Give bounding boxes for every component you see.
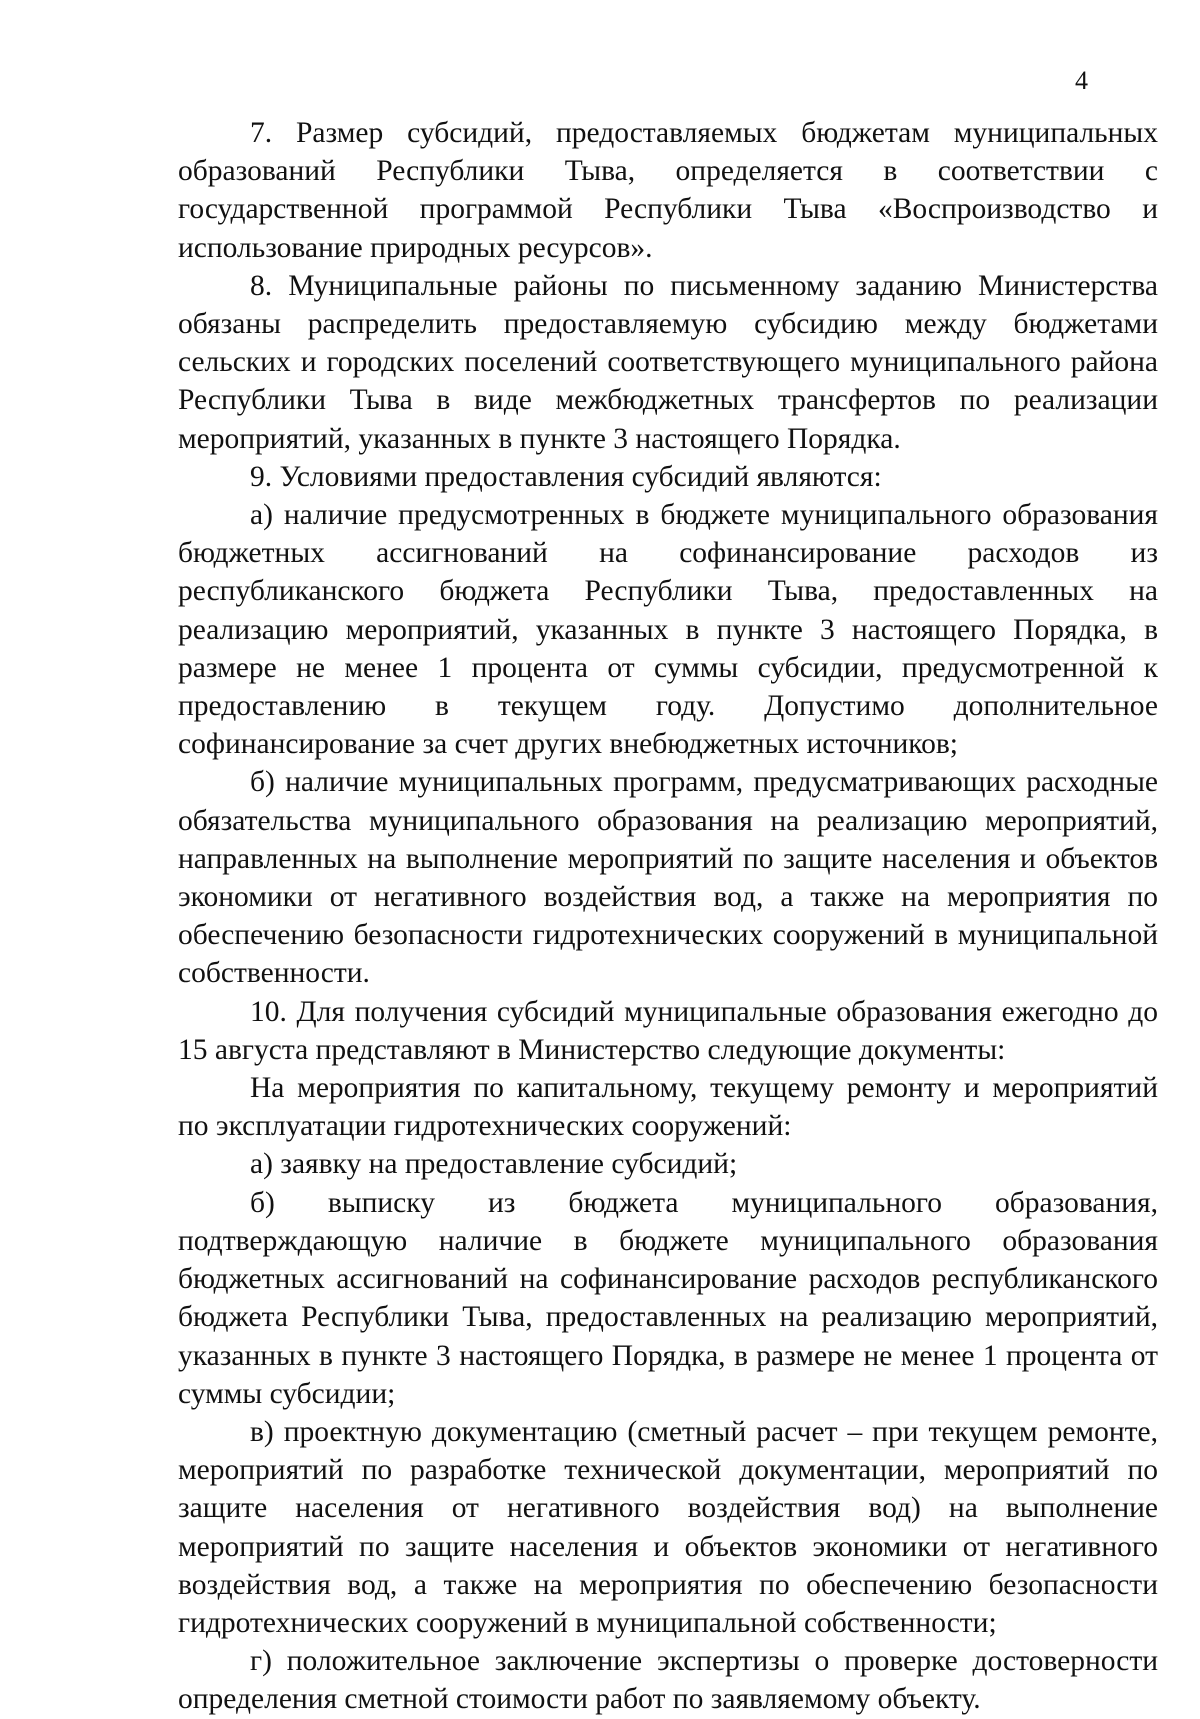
paragraph-9a: а) наличие предусмотренных в бюджете муниципального образования бюджетных ассигнований на софинансирование расходов из республиканского бюджета Республики Тыва, предоставленных на реализацию мероприятий, указанных в пункте 3 настоящего Порядка, в размере не менее 1 процента от суммы субсидии, предусмотренной к предоставлению в текущем году. Допустимо дополнительное софинансирование за счет других внебюджетных источников; — [178, 499, 1158, 761]
paragraph-10g: г) положительное заключение экспертизы о проверке достоверности определения сметной стоимости работ по заявляемому объекту. — [178, 1645, 1158, 1716]
page-number: 4 — [1075, 66, 1088, 95]
document-body — [178, 114, 1158, 1719]
paragraph-10-documents: 10. Для получения субсидий муниципальные образования ежегодно до 15 августа представляют в Министерство следующие документы: — [178, 995, 1158, 1066]
paragraph-10-repair-measures: На мероприятия по капитальному, текущему ремонту и мероприятий по эксплуатации гидротехнических сооружений: — [178, 1072, 1158, 1143]
paragraph-9b: б) наличие муниципальных программ, предусматривающих расходные обязательства муниципального образования на реализацию мероприятий, направленных на выполнение мероприятий по защите населения и объектов экономики от негативного воздействия вод, а также на мероприятия по обеспечению безопасности гидротехнических сооружений в муниципальной собственности. — [178, 766, 1158, 990]
paragraph-10b: б) выписку из бюджета муниципального образования, подтверждающую наличие в бюджете муниципального образования бюджетных ассигнований на софинансирование расходов республиканского бюджета Республики Тыва, предоставленных на реализацию мероприятий, указанных в пункте 3 настоящего Порядка, в размере не менее 1 процента от суммы субсидии; — [178, 1186, 1158, 1410]
paragraph-10a: а) заявку на предоставление субсидий; — [250, 1148, 738, 1181]
paragraph-9-conditions: 9. Условиями предоставления субсидий являются: — [250, 460, 882, 493]
paragraph-10v: в) проектную документацию (сметный расчет – при текущем ремонте, мероприятий по разработке технической документации, мероприятий по защите населения от негативного воздействия вод) на выполнение мероприятий по защите населения и объектов экономики от негативного воздействия вод, а также на мероприятия по обеспечению безопасности гидротехнических сооружений в муниципальной собственности; — [178, 1415, 1158, 1639]
paragraph-7-subsidy-size: 7. Размер субсидий, предоставляемых бюджетам муниципальных образований Республики Тыва, определяется в соответствии с государственной программой Республики Тыва «Воспроизводство и использование природных ресурсов». — [178, 117, 1158, 264]
paragraph-8-municipal-districts: 8. Муниципальные районы по письменному заданию Министерства обязаны распределить предоставляемую субсидию между бюджетами сельских и городских поселений соответствующего муниципального района Республики Тыва в виде межбюджетных трансфертов по реализации мероприятий, указанных в пункте 3 настоящего Порядка. — [178, 269, 1158, 455]
